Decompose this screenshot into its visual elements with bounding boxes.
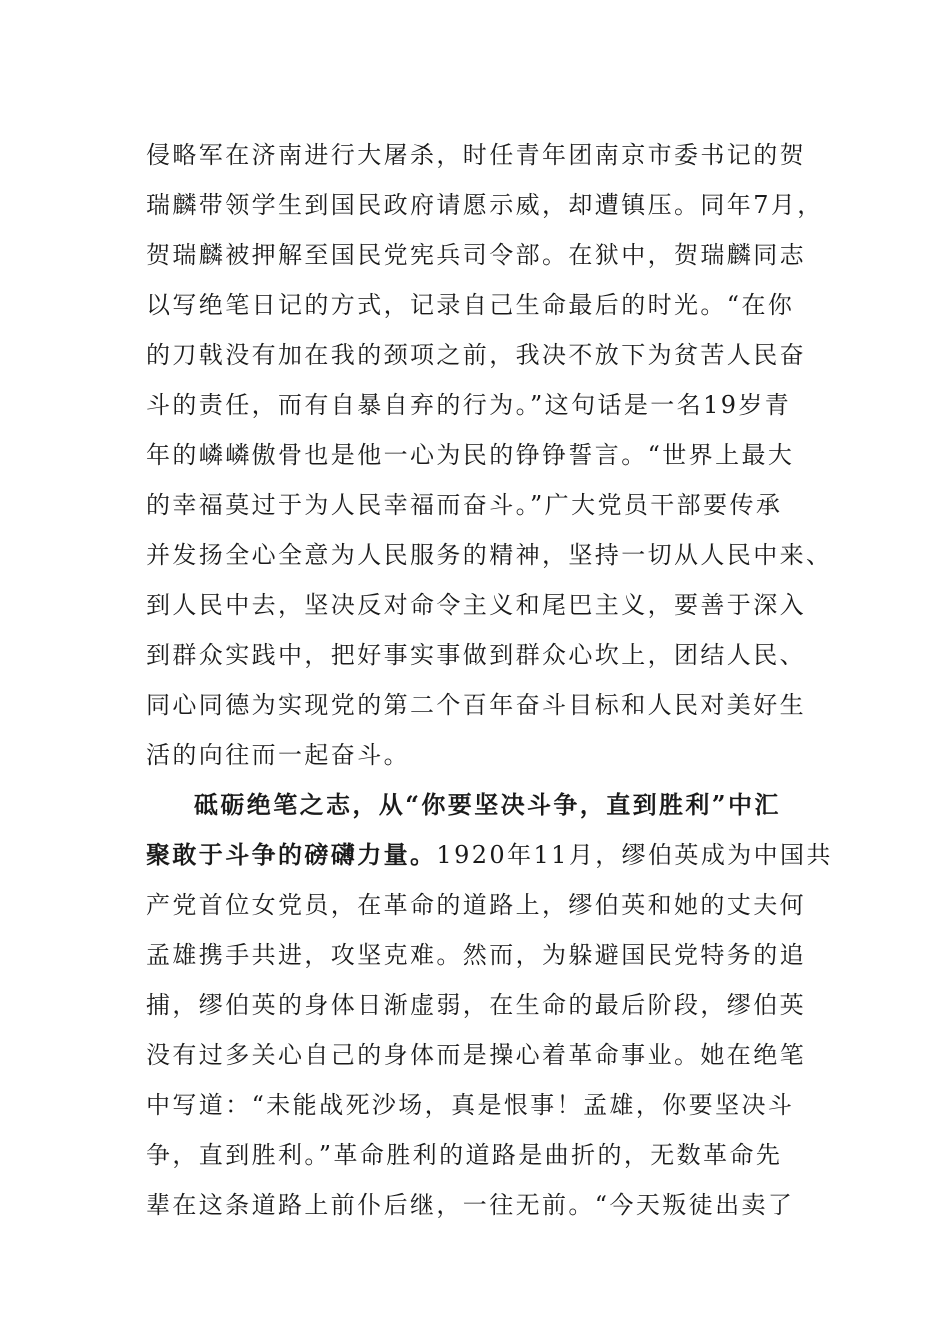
text-line: 争，直到胜利。”革命胜利的道路是曲折的，无数革命先 (146, 1141, 783, 1169)
text-line: 孟雄携手共进，攻坚克难。然而，为躲避国民党特务的追 (146, 941, 806, 969)
text-line: 产党首位女党员，在革命的道路上，缪伯英和她的丈夫何 (146, 891, 806, 919)
text-line: 同心同德为实现党的第二个百年奋斗目标和人民对美好生 (146, 691, 806, 719)
text-line: 瑞麟带领学生到国民政府请愿示威，却遭镇压。同年7月， (146, 191, 824, 219)
text-line: 侵略军在济南进行大屠杀，时任青年团南京市委书记的贺 (146, 141, 806, 169)
text-line: 辈在这条道路上前仆后继，一往无前。“今天叛徒出卖了 (146, 1191, 795, 1219)
text-line: 没有过多关心自己的身体而是操心着革命事业。她在绝笔 (146, 1041, 806, 1069)
section-heading: 砥砺绝笔之志，从“你要坚决斗争，直到胜利”中汇 (194, 790, 781, 819)
text-line: 到群众实践中，把好事实事做到群众心坎上，团结人民、 (146, 641, 806, 669)
text-line: 捕，缪伯英的身体日渐虚弱，在生命的最后阶段，缪伯英 (146, 991, 806, 1019)
text-line: 年的嶙嶙傲骨也是他一心为民的铮铮誓言。“世界上最大 (146, 441, 795, 469)
text-line: 的刀戟没有加在我的颈项之前，我决不放下为贫苦人民奋 (146, 341, 806, 369)
body-text (146, 130, 833, 1230)
text-line: 贺瑞麟被押解至国民党宪兵司令部。在狱中，贺瑞麟同志 (146, 241, 806, 269)
text-line: 斗的责任，而有自暴自弃的行为。”这句话是一名19岁青 (146, 391, 792, 419)
section-heading-continued (146, 830, 833, 880)
text-line-start: 1920年11月，缪伯英成为中国共 (436, 841, 833, 869)
text-line: 到人民中去，坚决反对命令主义和尾巴主义，要善于深入 (146, 591, 806, 619)
text-line: 活的向往而一起奋斗。 (146, 741, 410, 769)
text-line: 并发扬全心全意为人民服务的精神，坚持一切从人民中来、 (146, 541, 833, 569)
section-heading-end: 聚敢于斗争的磅礴力量。 (146, 840, 437, 869)
text-line: 以写绝笔日记的方式，记录自己生命最后的时光。“在你 (146, 291, 795, 319)
text-line: 的幸福莫过于为人民幸福而奋斗。”广大党员干部要传承 (146, 491, 783, 519)
text-line: 中写道：“未能战死沙场，真是恨事！孟雄，你要坚决斗 (146, 1091, 795, 1119)
